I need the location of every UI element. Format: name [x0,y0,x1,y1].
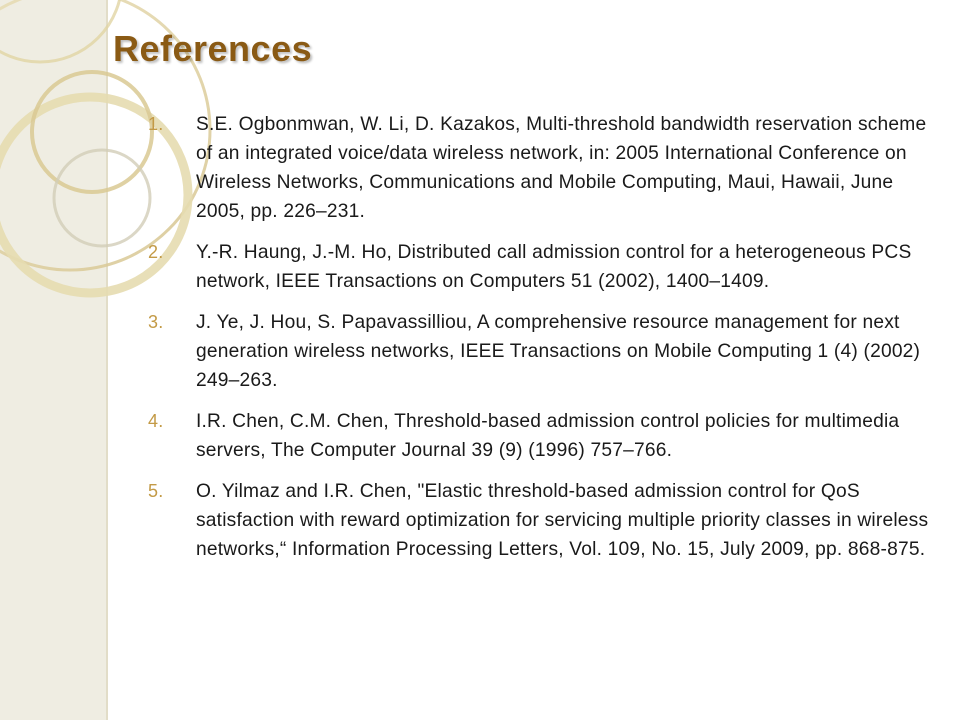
reference-number: 4. [148,411,164,431]
reference-number: 5. [148,481,164,501]
ornament-ring-small [54,150,150,246]
reference-item-3 [148,308,938,395]
reference-text: O. Yilmaz and I.R. Chen, "Elastic threshold-based admission control for QoS satisfaction with reward optimization for servicing multiple priority classes in wireless networks,“ Information Processing Letters, Vol. 109, No. 15, July 2009, pp. 868-875. [196,481,929,560]
page-title: References [113,28,313,69]
reference-number: 1. [148,114,164,134]
reference-number: 2. [148,242,164,262]
reference-item-5 [148,477,938,564]
reference-text: J. Ye, J. Hou, S. Papavassilliou, A comprehensive resource management for next generation wireless networks, IEEE Transactions on Mobile Computing 1 (4) (2002) 249–263. [196,312,921,391]
reference-number: 3. [148,312,164,332]
reference-text: Y.-R. Haung, J.-M. Ho, Distributed call admission control for a heterogeneous PCS network, IEEE Transactions on Computers 51 (2002), 1400–1409. [196,242,912,292]
reference-item-2 [148,238,938,296]
reference-item-4 [148,407,938,465]
ornament-ring-top [0,0,122,62]
references-list [148,110,938,576]
ornament-ring-medium [32,72,152,192]
reference-text: S.E. Ogbonmwan, W. Li, D. Kazakos, Multi-threshold bandwidth reservation scheme of an integrated voice/data wireless network, in: 2005 International Conference on Wireless Networks, Communications and Mobile Computing, Maui, Hawaii, June 2005, pp. 226–231. [196,114,927,222]
reference-item-1 [148,110,938,226]
reference-text: I.R. Chen, C.M. Chen, Threshold-based admission control policies for multimedia servers, The Computer Journal 39 (9) (1996) 757–766. [196,411,900,461]
